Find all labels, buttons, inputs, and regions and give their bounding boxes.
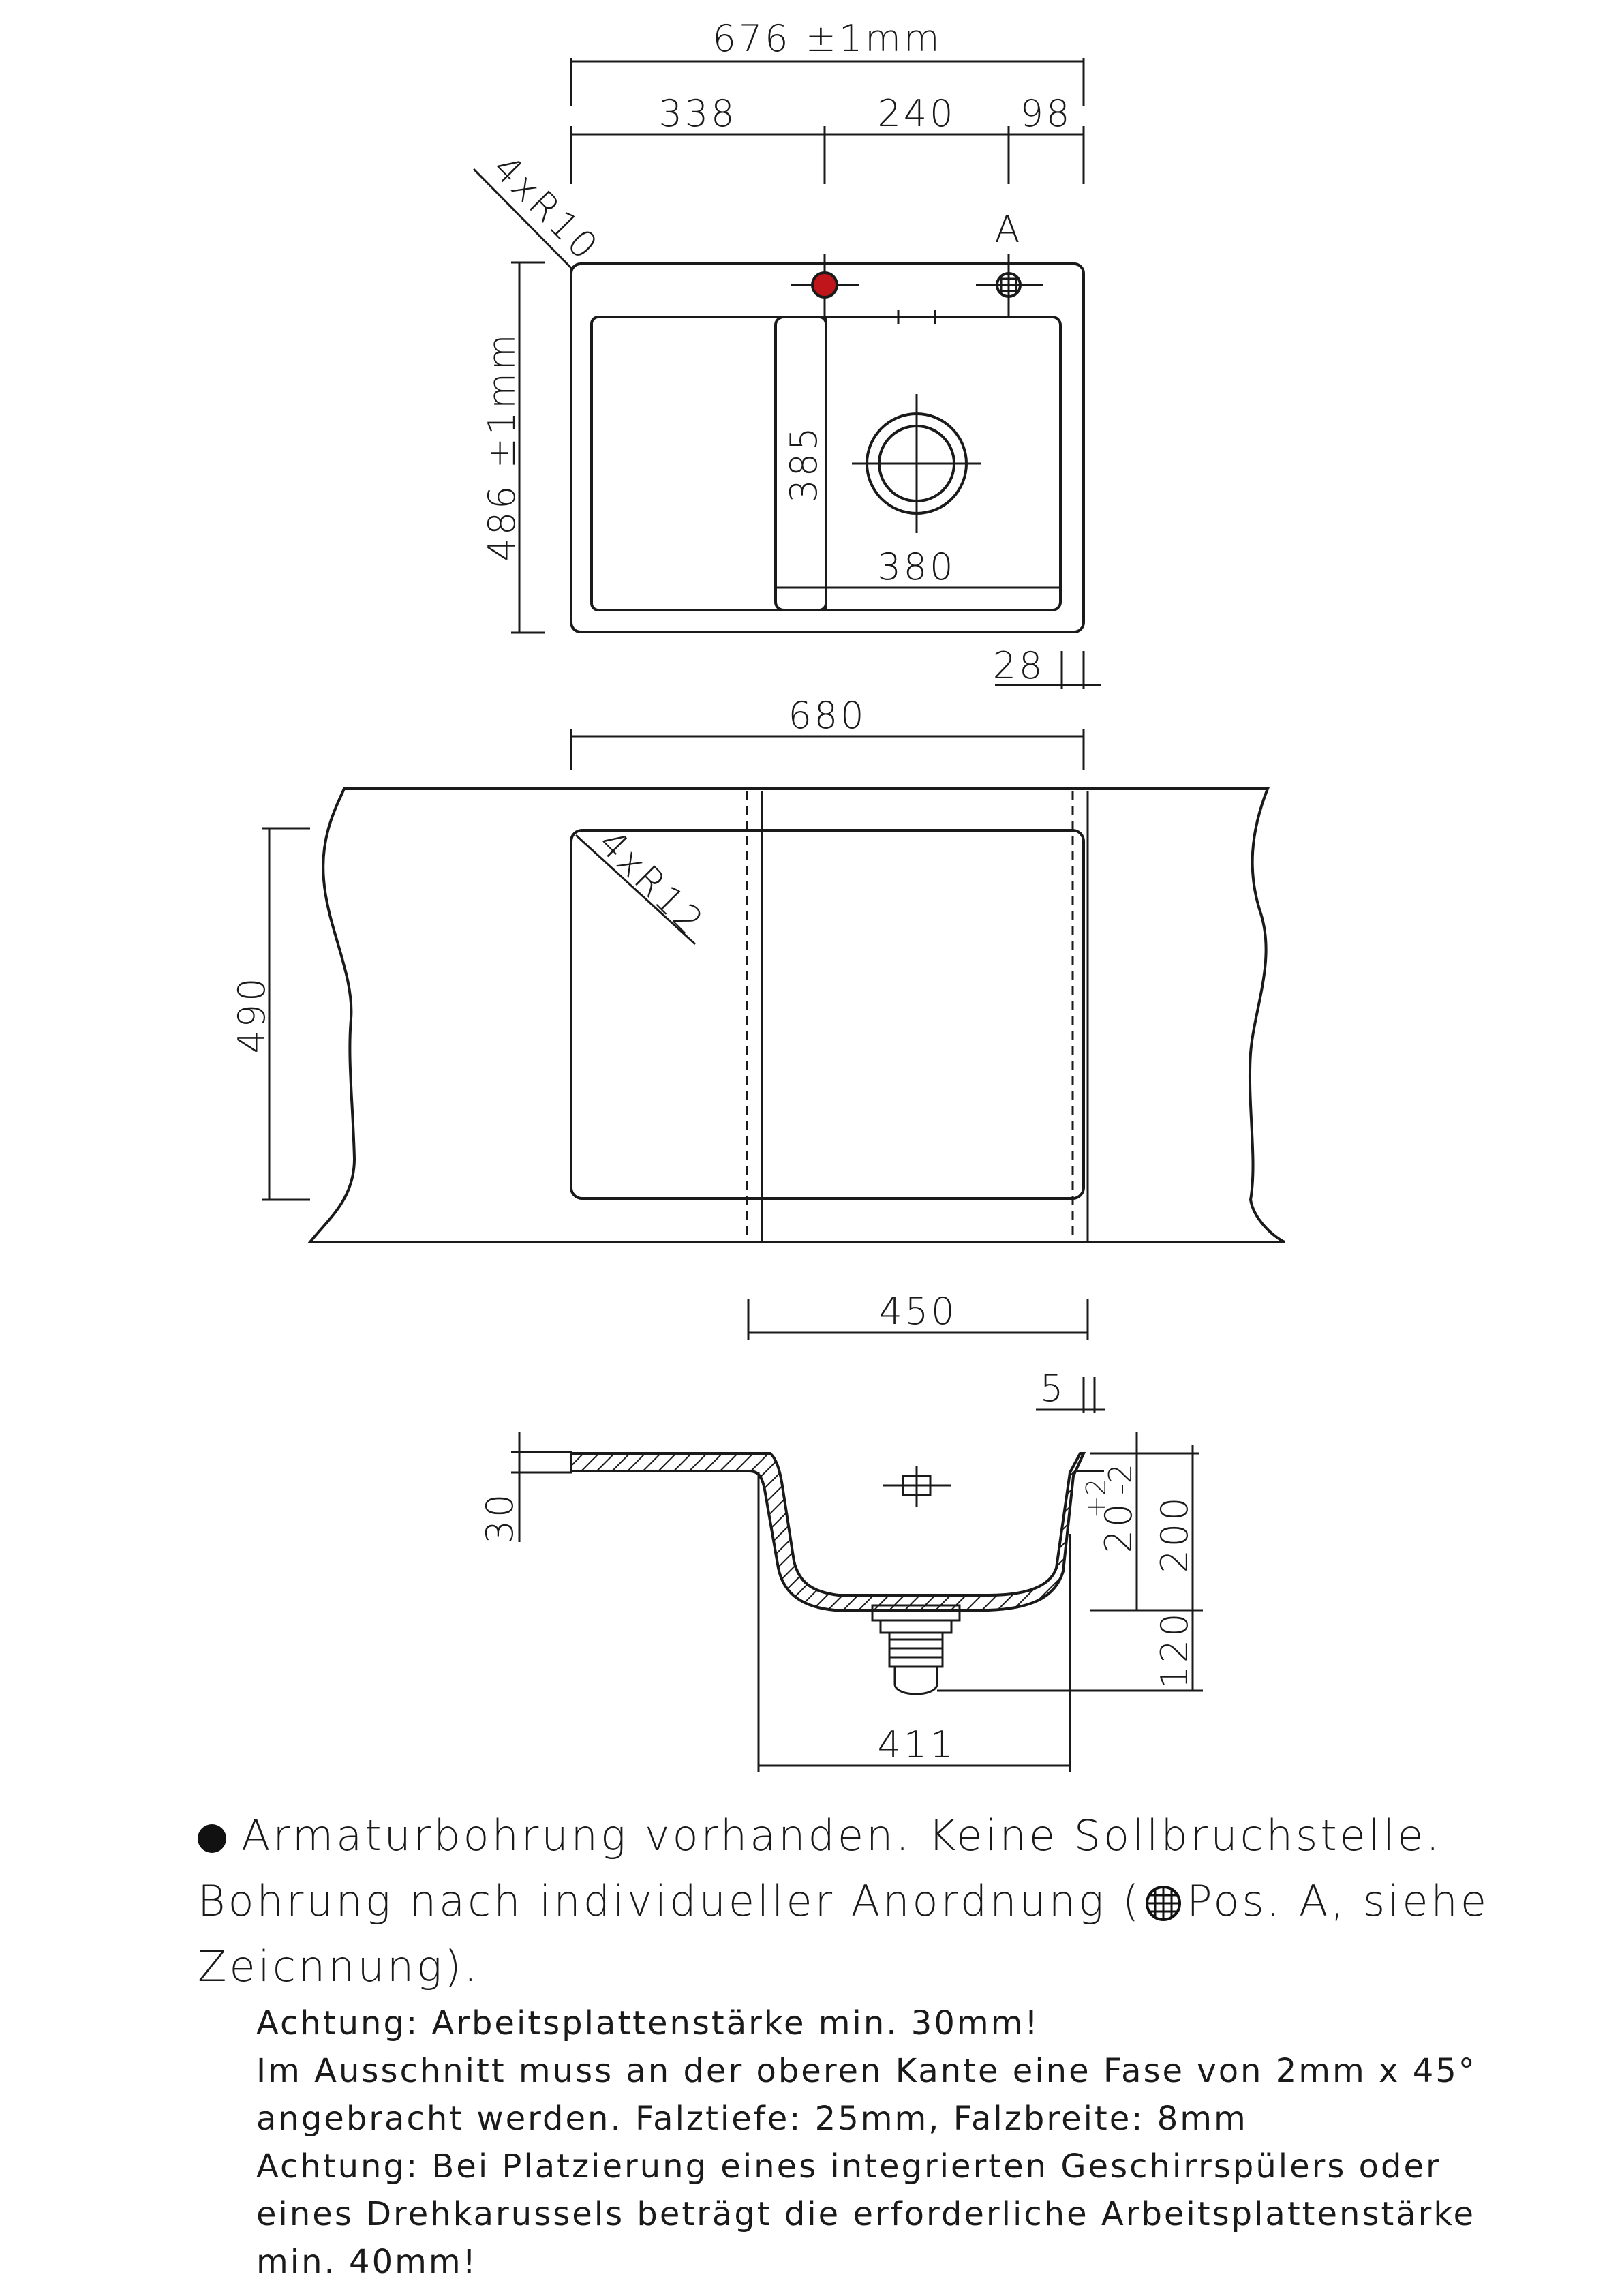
note-lead-3: Zeicnnung). [198, 1942, 480, 1991]
cabinet-width-label: 450 [878, 1290, 958, 1333]
offset-label: 28 [992, 644, 1045, 687]
bullet-icon [198, 1824, 226, 1853]
depth-label: 200 [1153, 1494, 1196, 1573]
fold-label: 20 [1097, 1500, 1140, 1554]
drain-height-label: 120 [1153, 1610, 1196, 1689]
cutout-width-label: 680 [788, 694, 867, 737]
cutout-corner-radius-label: 4xR12 [590, 821, 714, 945]
note-line-6: min. 40mm! [256, 2243, 478, 2281]
cutout-height-label: 490 [230, 975, 273, 1054]
hole-a-icon [997, 273, 1020, 297]
fold-minus-label: -2 [1102, 1464, 1139, 1495]
cutout-view [230, 694, 1285, 1242]
note-lead-2 [198, 1869, 1588, 1934]
top-corner-radius-label: 4xR10 [484, 146, 608, 270]
note-line-1: Achtung: Arbeitsplattenstärke min. 30mm! [256, 2004, 1040, 2042]
section-view [478, 1290, 1203, 1772]
bowl-height-label: 385 [782, 424, 825, 503]
seg-left-label: 338 [658, 92, 737, 135]
worktop-outline [310, 789, 1285, 1242]
note-lead-2a-text: Bohrung nach individueller Anordnung ( [198, 1876, 1142, 1926]
fold-plus-label: +2 [1081, 1478, 1112, 1519]
note-line-3: angebracht werden. Falztiefe: 25mm, Falzbreite: 8mm [256, 2100, 1248, 2138]
note-lead-2b-text: Pos. A, siehe [1187, 1876, 1489, 1926]
tap-hole [812, 273, 837, 297]
height-label: 486 ±1mm [480, 331, 523, 562]
note-lead-1-text: Armaturbohrung vorhanden. Keine Sollbruchstelle. [241, 1811, 1443, 1860]
grid-hole-icon [1144, 1884, 1182, 1922]
counter-label: 30 [478, 1491, 521, 1544]
note-line-2: Im Ausschnitt muss an der oberen Kante eine Fase von 2mm x 45° [256, 2052, 1477, 2090]
hole-a-label: A [994, 208, 1023, 251]
overall-width-label: 676 ±1mm [712, 17, 943, 60]
sink-section [571, 1453, 1084, 1610]
note-lead-1 [198, 1803, 1588, 1869]
bottom-width-label: 411 [877, 1723, 956, 1766]
rim-label: 5 [1039, 1367, 1067, 1410]
notes-block [198, 1803, 1588, 2286]
note-line-5: eines Drehkarussels beträgt die erforderliche Arbeitsplattenstärke [256, 2195, 1476, 2233]
drain-assembly [872, 1605, 960, 1694]
seg-right-label: 98 [1020, 92, 1073, 135]
top-view [474, 17, 1101, 689]
seg-mid-label: 240 [877, 92, 956, 135]
note-line-4: Achtung: Bei Platzierung eines integrierten Geschirrspülers oder [256, 2147, 1441, 2186]
bowl-width-label: 380 [877, 545, 956, 588]
